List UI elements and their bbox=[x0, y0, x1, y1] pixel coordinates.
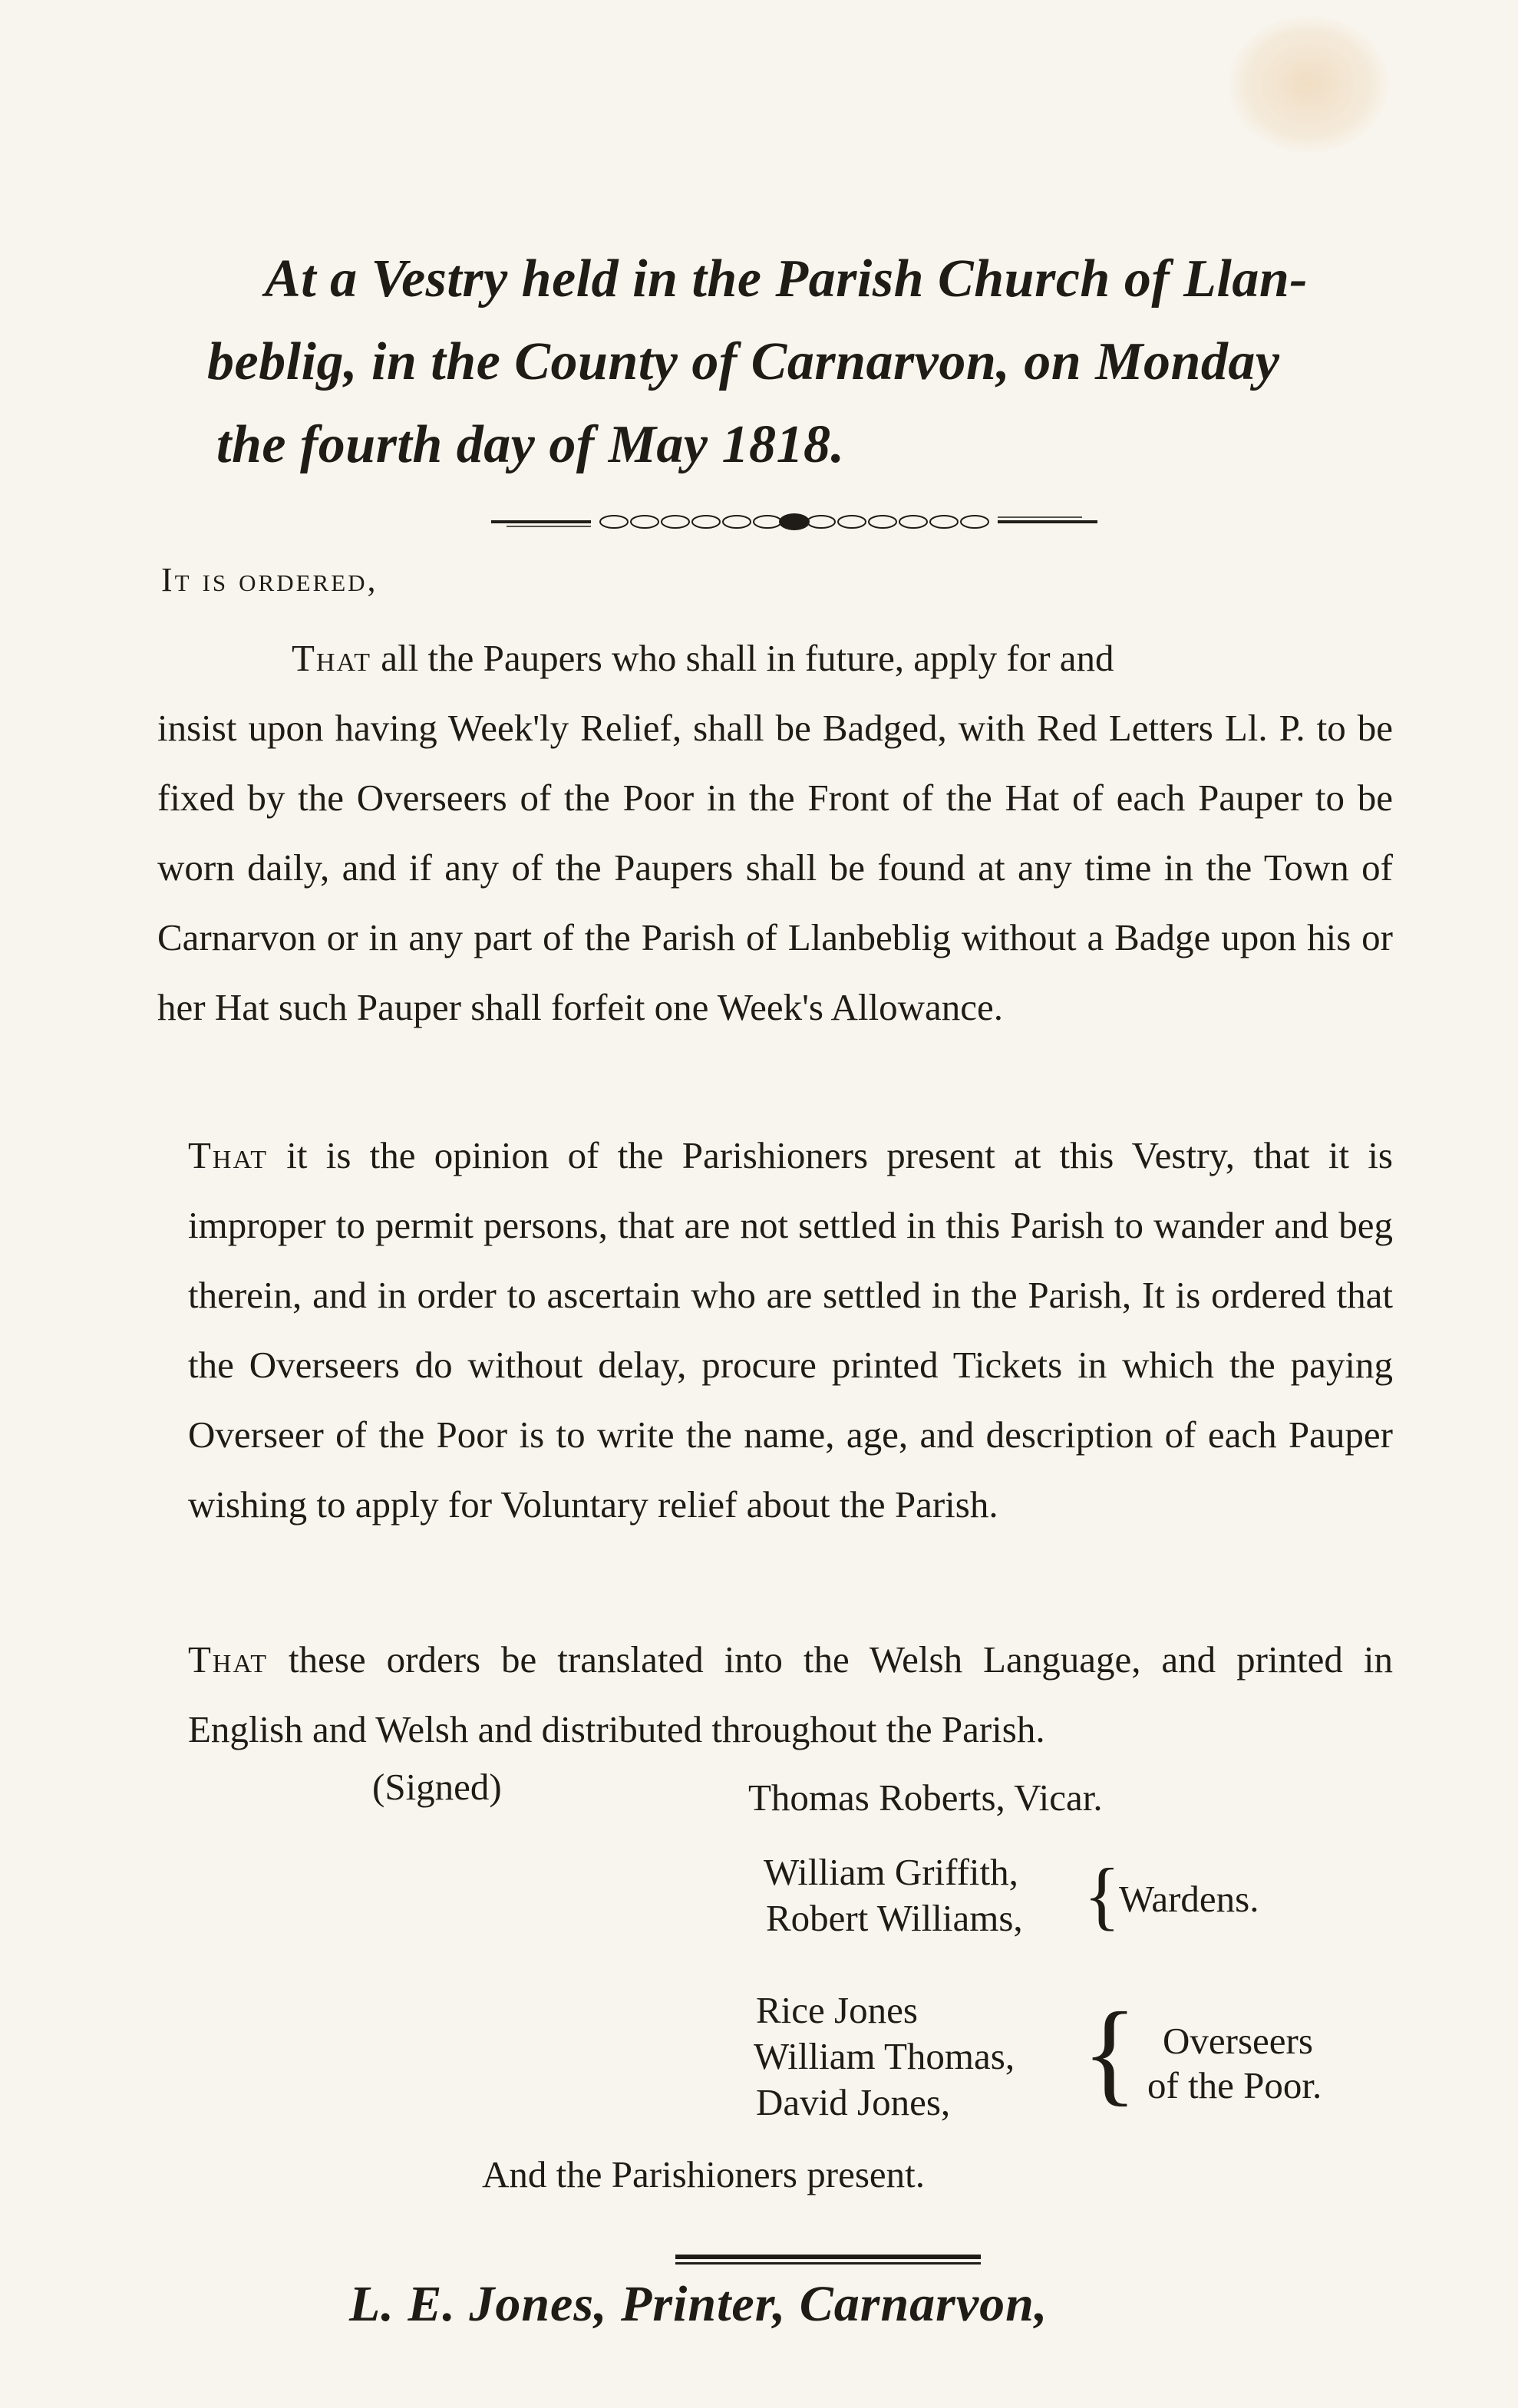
vicar-signature: Thomas Roberts, Vicar. bbox=[748, 1776, 1103, 1819]
paragraph-translation-order bbox=[157, 1625, 1393, 1764]
paragraph-2-lead: That bbox=[188, 1134, 269, 1176]
vestry-heading bbox=[207, 238, 1404, 487]
overseer-name-1: Rice Jones bbox=[756, 1989, 918, 2031]
printer-rule-thin bbox=[675, 2262, 981, 2265]
heading-line-2: beblig, in the County of Carnarvon, on Monday bbox=[207, 332, 1280, 391]
wardens-role: Wardens. bbox=[1119, 1878, 1259, 1920]
signed-label: (Signed) bbox=[372, 1766, 502, 1808]
overseers-brace-icon: { bbox=[1082, 1989, 1137, 2116]
paragraph-1-lead: That bbox=[292, 637, 372, 679]
overseers-role-line-2: of the Poor. bbox=[1147, 2064, 1322, 2106]
heading-line-1: At a Vestry held in the Parish Church of Llan- bbox=[265, 249, 1308, 308]
paragraph-vagrancy-order bbox=[157, 1120, 1393, 1539]
paragraph-1-line-1: all the Paupers who shall in future, apply for and bbox=[371, 637, 1114, 679]
overseer-name-2: William Thomas, bbox=[754, 2035, 1015, 2077]
decorative-rule-ornament bbox=[491, 506, 1097, 537]
printer-rule bbox=[675, 2255, 981, 2259]
overseer-name-3: David Jones, bbox=[756, 2081, 951, 2123]
paragraph-2-body: it is the opinion of the Parishioners present at this Vestry, that it is improper to permit persons, that are not settled in this Parish to wander and beg therein, and in order to ascertain who are settled in the Parish, It is ordered that the Overseers do without delay, procure printed Tickets in which the paying Overseer of the Poor is to write the name, age, and description of each Pauper wishing to apply for Voluntary relief about the Parish. bbox=[188, 1134, 1393, 1526]
warden-name-1: William Griffith, bbox=[764, 1851, 1018, 1893]
printer-imprint: L. E. Jones, Printer, Carnarvon, bbox=[349, 2276, 1048, 2332]
paragraph-1-body: insist upon having Week'ly Relief, shall be Badged, with Red Letters Ll. P. to be fixed by the Overseers of the Poor in the Front of the Hat of each Pauper to be worn daily, and if any of the Paupers shall be found at any time in the Town of Carnarvon or in any part of the Parish of Llanbeblig without a Badge upon his or her Hat such Pauper shall forfeit one Week's Allowance. bbox=[157, 707, 1393, 1028]
paragraph-3-lead: That bbox=[188, 1638, 269, 1681]
paper-stain bbox=[1228, 15, 1389, 153]
heading-line-3: the fourth day of May 1818. bbox=[216, 415, 845, 474]
warden-name-2: Robert Williams, bbox=[766, 1897, 1023, 1939]
overseers-role-line-1: Overseers bbox=[1163, 2020, 1313, 2062]
paragraph-badging-order bbox=[157, 623, 1393, 1042]
parishioners-present: And the Parishioners present. bbox=[482, 2153, 925, 2195]
wardens-brace-icon: { bbox=[1084, 1852, 1120, 1938]
ordered-label: It is ordered, bbox=[161, 561, 378, 599]
paragraph-3-body: these orders be translated into the Welsh Language, and printed in English and Welsh and distributed throughout the Parish. bbox=[188, 1638, 1393, 1750]
